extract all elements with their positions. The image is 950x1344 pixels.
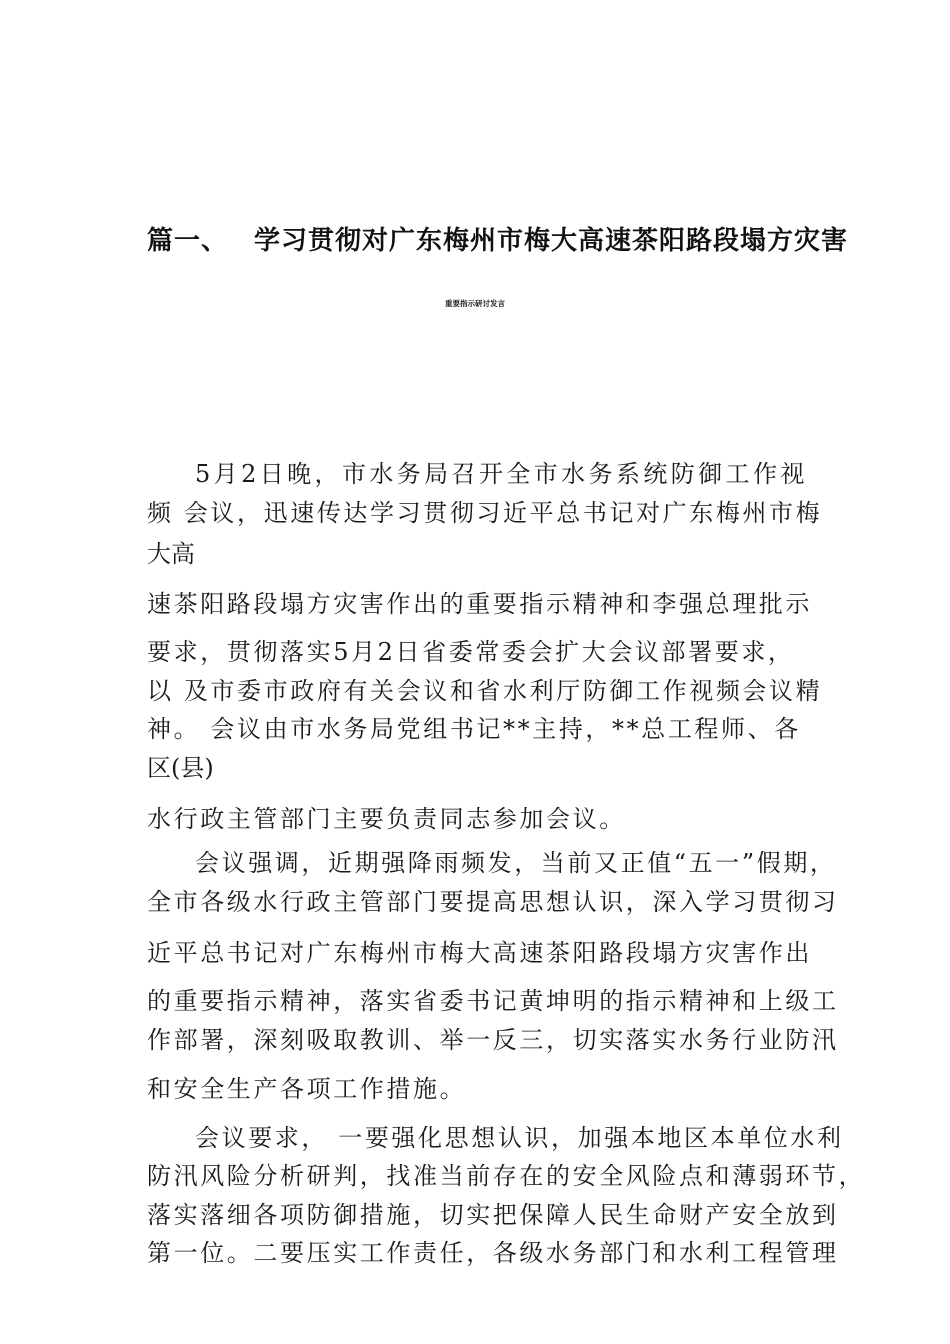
body-line-13: 的重要指示精神，落实省委书记黄坤明的指示精神和上级工 (147, 987, 839, 1015)
body-line-14: 作部署，深刻吸取教训、举一反三，切实落实水务行业防汛 (147, 1026, 839, 1054)
body-line-15: 和安全生产各项工作措施。 (147, 1075, 467, 1103)
body-line-7: 神。 会议由市水务局党组书记**主持，**总工程师、各 (147, 715, 801, 743)
title-text: 学习贯彻对广东梅州市梅大高速茶阳路段塌方灾害 (254, 226, 849, 256)
body-line-1: 5月2日晚，市水务局召开全市水务系统防御工作视 (195, 460, 808, 488)
body-line-4: 速茶阳路段塌方灾害作出的重要指示精神和李强总理批示 (147, 590, 812, 618)
body-line-5: 要求，贯彻落实5月2日省委常委会扩大会议部署要求， (147, 638, 795, 666)
body-line-17: 防汛风险分析研判，找准当前存在的安全风险点和薄弱环节， (147, 1162, 866, 1190)
body-line-11: 全市各级水行政主管部门要提高思想认识，深入学习贯彻习 (147, 888, 839, 916)
body-line-16: 会议要求， 一要强化思想认识，加强本地区本单位水利 (195, 1124, 844, 1152)
body-line-10: 会议强调，近期强降雨频发，当前又正值“五一”假期， (195, 849, 837, 877)
body-line-19: 第一位。二要压实工作责任，各级水务部门和水利工程管理 (147, 1239, 839, 1267)
body-line-9: 水行政主管部门主要负责同志参加会议。 (147, 805, 626, 833)
title-number: 篇一、 (147, 226, 229, 256)
body-line-12: 近平总书记对广东梅州市梅大高速茶阳路段塌方灾害作出 (147, 939, 812, 967)
body-line-8: 区(县) (147, 754, 214, 782)
document-title-line-1 (147, 220, 848, 257)
body-line-18: 落实落细各项防御措施，切实把保障人民生命财产安全放到 (147, 1201, 839, 1229)
body-line-6: 以 及市委市政府有关会议和省水利厅防御工作视频会议精 (147, 677, 823, 705)
body-line-2: 频 会议，迅速传达学习贯彻习近平总书记对广东梅州市梅 (147, 499, 823, 527)
document-title-line-2: 重要指示研讨发言 (445, 299, 505, 308)
body-line-3: 大高 (147, 540, 195, 568)
